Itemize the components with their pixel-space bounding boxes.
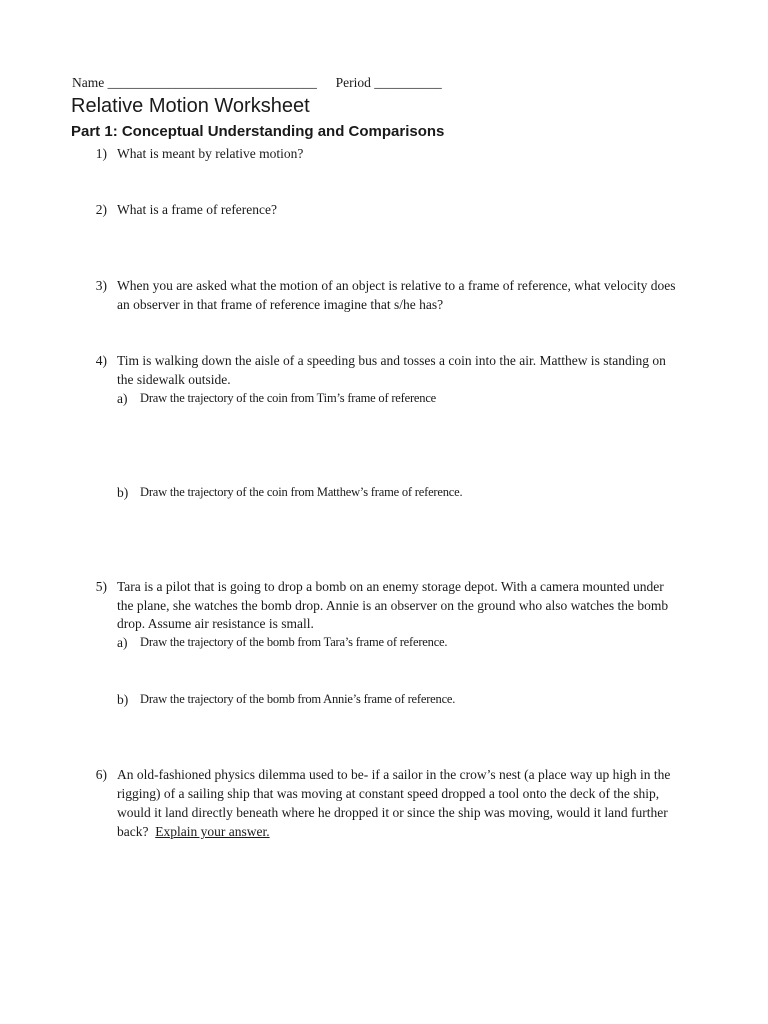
part1-heading: Part 1: Conceptual Understanding and Comparisons	[71, 123, 445, 140]
q3-line2: an observer in that frame of reference imagine that s/he has?	[117, 297, 444, 312]
q3-number: 3)	[95, 278, 107, 293]
q5a-label: a)	[117, 635, 128, 650]
q6-line3: would it land directly beneath where he dropped it or since the ship was moving, would it land further	[117, 805, 668, 820]
q4a-label: a)	[117, 391, 128, 406]
name-line	[72, 73, 442, 92]
q2-number: 2)	[95, 202, 107, 217]
q1-number: 1)	[95, 146, 107, 161]
period-blank[interactable]: __________	[374, 75, 442, 90]
q4-number: 4)	[95, 353, 107, 368]
q1-text: What is meant by relative motion?	[117, 146, 304, 161]
q2-text: What is a frame of reference?	[117, 202, 278, 217]
q3-line1: When you are asked what the motion of an object is relative to a frame of reference, what velocity does	[117, 278, 676, 293]
period-label: Period	[335, 75, 371, 90]
q4b-label: b)	[117, 485, 129, 500]
q6-line2: rigging) of a sailing ship that was moving at constant speed dropped a tool onto the deck of the ship,	[117, 786, 660, 801]
q6-number: 6)	[95, 767, 107, 782]
name-blank[interactable]: _______________________________	[107, 75, 317, 90]
q5-line2: the plane, she watches the bomb drop. Annie is an observer on the ground who also watches the bomb	[117, 598, 669, 613]
q5b-text: Draw the trajectory of the bomb from Annie’s frame of reference.	[140, 692, 456, 706]
explain-answer-instruction: Explain your answer.	[155, 824, 270, 839]
q4a-text: Draw the trajectory of the coin from Tim’s frame of reference	[140, 391, 437, 405]
q5-line3: drop. Assume air resistance is small.	[117, 616, 314, 631]
q5b-label: b)	[117, 692, 129, 707]
q4b-text: Draw the trajectory of the coin from Matthew’s frame of reference.	[140, 485, 463, 499]
q5-number: 5)	[95, 579, 107, 594]
q6-line4	[117, 822, 270, 841]
worksheet-title: Relative Motion Worksheet	[71, 95, 310, 117]
q5-line1: Tara is a pilot that is going to drop a bomb on an enemy storage depot. With a camera mounted under	[117, 579, 664, 594]
q6-line1: An old-fashioned physics dilemma used to be- if a sailor in the crow’s nest (a place way up high in the	[117, 767, 671, 782]
name-label: Name	[72, 75, 105, 90]
q5a-text: Draw the trajectory of the bomb from Tara’s frame of reference.	[140, 635, 448, 649]
q4-line1: Tim is walking down the aisle of a speeding bus and tosses a coin into the air. Matthew is standing on	[117, 353, 666, 368]
q6-line4-prefix: back?	[117, 824, 156, 839]
q4-line2: the sidewalk outside.	[117, 372, 231, 387]
